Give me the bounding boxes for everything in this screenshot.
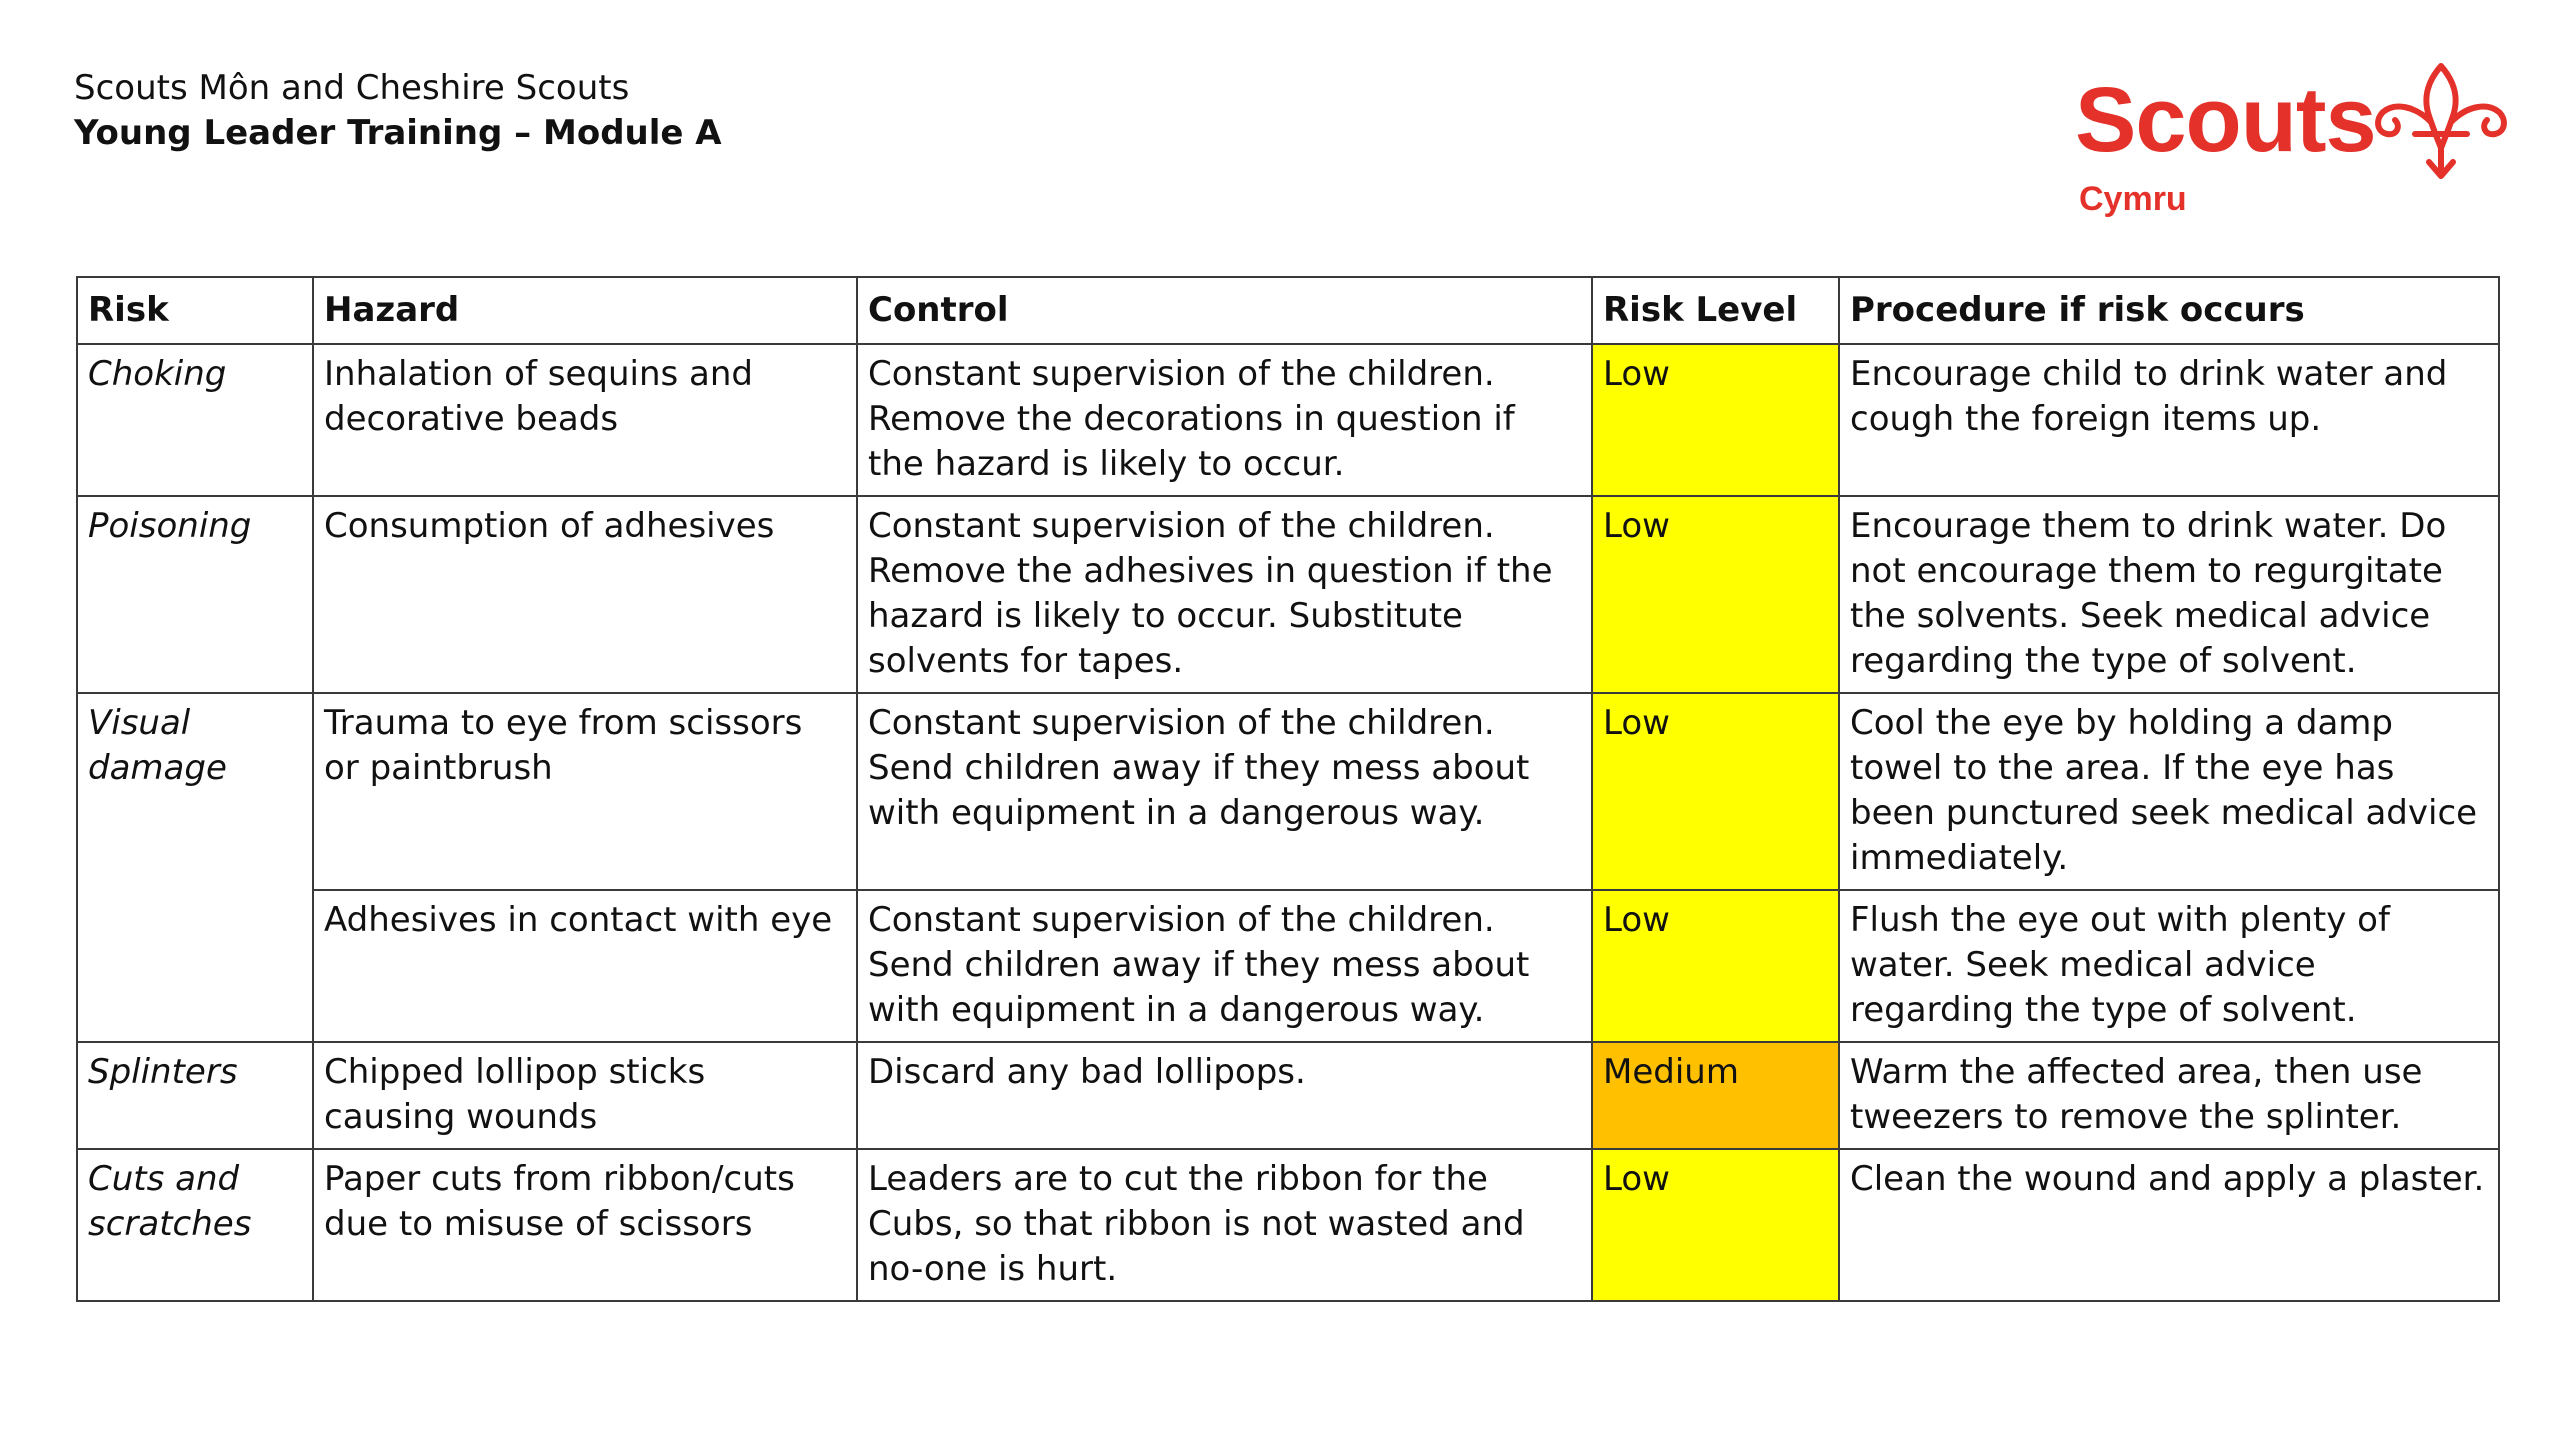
scouts-cymru-logo	[2075, 62, 2515, 232]
risk-level-cell: Low	[1592, 693, 1839, 890]
hazard-cell: Chipped lollipop sticks causing wounds	[313, 1042, 857, 1149]
header-procedure: Procedure if risk occurs	[1839, 277, 2499, 344]
hazard-cell: Paper cuts from ribbon/cuts due to misuse of scissors	[313, 1149, 857, 1301]
fleur-de-lis-icon	[2371, 62, 2511, 187]
header-control: Control	[857, 277, 1592, 344]
table-row	[77, 890, 2499, 1042]
table-row	[77, 344, 2499, 496]
procedure-cell: Cool the eye by holding a damp towel to the area. If the eye has been punctured seek medical advice immediately.	[1839, 693, 2499, 890]
table-row	[77, 496, 2499, 693]
control-cell: Constant supervision of the children. Remove the decorations in question if the hazard is likely to occur.	[857, 344, 1592, 496]
risk-level-cell: Low	[1592, 1149, 1839, 1301]
control-cell: Leaders are to cut the ribbon for the Cubs, so that ribbon is not wasted and no-one is hurt.	[857, 1149, 1592, 1301]
header-risk-level: Risk Level	[1592, 277, 1839, 344]
risk-cell: Choking	[77, 344, 313, 496]
procedure-cell: Warm the affected area, then use tweezers to remove the splinter.	[1839, 1042, 2499, 1149]
risk-assessment-table	[76, 276, 2500, 1302]
logo-wordmark: Scouts	[2075, 69, 2376, 171]
table-row	[77, 1149, 2499, 1301]
header-hazard: Hazard	[313, 277, 857, 344]
control-cell: Constant supervision of the children. Send children away if they mess about with equipment in a dangerous way.	[857, 890, 1592, 1042]
risk-cell: Splinters	[77, 1042, 313, 1149]
risk-cell: Poisoning	[77, 496, 313, 693]
risk-cell: Cuts and scratches	[77, 1149, 313, 1301]
procedure-cell: Flush the eye out with plenty of water. Seek medical advice regarding the type of solvent.	[1839, 890, 2499, 1042]
control-cell: Constant supervision of the children. Remove the adhesives in question if the hazard is likely to occur. Substitute solvents for tapes.	[857, 496, 1592, 693]
logo-subtitle: Cymru	[2079, 180, 2187, 218]
risk-level-cell: Medium	[1592, 1042, 1839, 1149]
risk-level-cell: Low	[1592, 344, 1839, 496]
module-title: Young Leader Training – Module A	[74, 113, 722, 153]
risk-level-cell: Low	[1592, 496, 1839, 693]
hazard-cell: Inhalation of sequins and decorative beads	[313, 344, 857, 496]
hazard-cell: Consumption of adhesives	[313, 496, 857, 693]
risk-level-cell: Low	[1592, 890, 1839, 1042]
risk-cell: Visual damage	[77, 693, 313, 1042]
hazard-cell: Trauma to eye from scissors or paintbrush	[313, 693, 857, 890]
table-row	[77, 693, 2499, 890]
procedure-cell: Encourage child to drink water and cough the foreign items up.	[1839, 344, 2499, 496]
control-cell: Constant supervision of the children. Send children away if they mess about with equipment in a dangerous way.	[857, 693, 1592, 890]
control-cell: Discard any bad lollipops.	[857, 1042, 1592, 1149]
table-row	[77, 1042, 2499, 1149]
header-risk: Risk	[77, 277, 313, 344]
procedure-cell: Encourage them to drink water. Do not encourage them to regurgitate the solvents. Seek medical advice regarding the type of solvent.	[1839, 496, 2499, 693]
procedure-cell: Clean the wound and apply a plaster.	[1839, 1149, 2499, 1301]
table-header-row	[77, 277, 2499, 344]
organisation-name: Scouts Môn and Cheshire Scouts	[74, 68, 630, 108]
document-header	[74, 66, 722, 156]
hazard-cell: Adhesives in contact with eye	[313, 890, 857, 1042]
